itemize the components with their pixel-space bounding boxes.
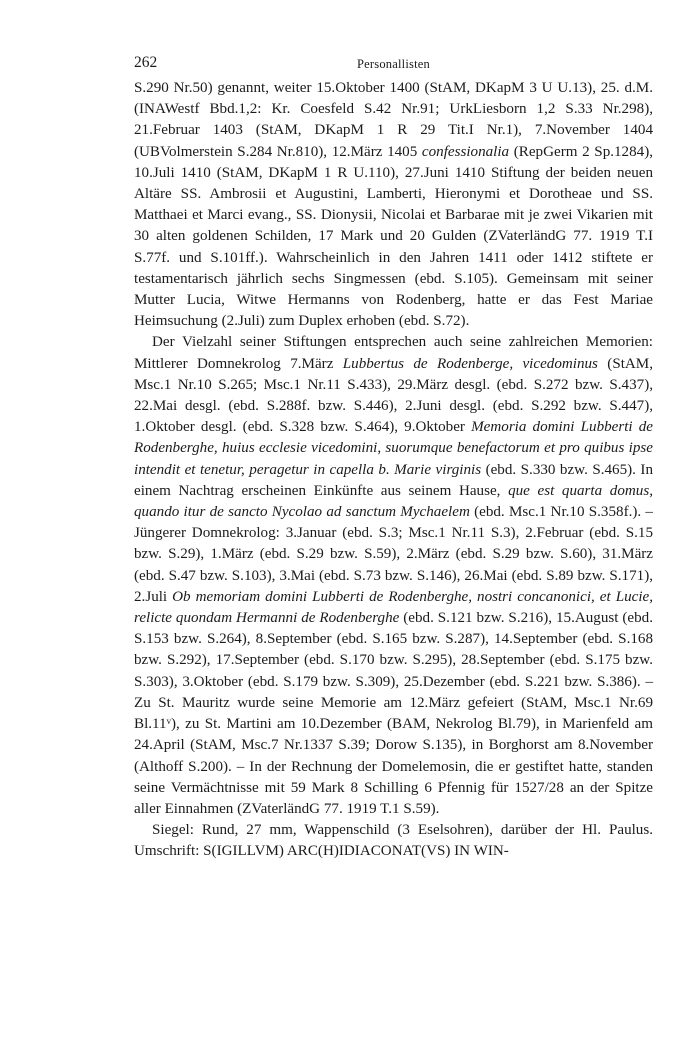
text-run: Der Vielzahl seiner Stiftungen entsprechen auch seine zahlreichen Memorien: Mittlerer Domnekrolog 7.März (134, 334, 653, 372)
italic-quotation: confessionalia (421, 143, 510, 160)
body-paragraph (134, 820, 653, 862)
text-run: (ebd. S.330 bzw. S.465). In einem Nachtrag erscheinen Einkünfte aus seinem Hause, (134, 461, 653, 499)
italic-quotation: Memoria domini Lubberti de Rodenberghe, huius ecclesie vicedomini, suorumque benefactorum et pro quibus ipse intendit et tenetur, peragetur in capella b. Marie virginis (134, 419, 654, 478)
document-page (134, 54, 653, 863)
text-run: (StAM, Msc.1 Nr.10 S.265; Msc.1 Nr.11 S.433), 29.März desgl. (ebd. S.272 bzw. S.437), 22.Mai desgl. (ebd. S.288f. bzw. S.446), 2.Juni desgl. (ebd. S.292 bzw. S.447), 1.Oktober desgl. (ebd. S.328 bzw. S.464), 9.Oktober (134, 355, 653, 436)
body-paragraph (134, 78, 653, 332)
italic-quotation: Ob memoriam domini Lubberti de Rodenberghe, nostri concanonici, et Lucie, relicte quondam Hermanni de Rodenberghe (134, 588, 654, 627)
italic-quotation: Lubbertus de Rodenberge, vicedominus (342, 355, 598, 372)
running-title: Personallisten (357, 57, 430, 71)
page-number: 262 (134, 54, 158, 71)
text-run: Siegel: Rund, 27 mm, Wappenschild (3 Eselsohren), darüber der Hl. Paulus. Umschrift: S(IGILLVM) ARC(H)IDIACONAT(VS) IN WIN- (134, 822, 653, 860)
running-head (134, 54, 653, 76)
text-run: S.290 Nr.50) genannt, weiter 15.Oktober 1400 (StAM, DKapM 3 U U.13), 25. d.M. (INAWestf Bbd.1,2: Kr. Coesfeld S.42 Nr.91; UrkLiesborn 1,2 S.33 Nr.298), 21.Februar 1403 (StAM, DKapM 1 R 29 Tit.I Nr.1), 7.November 1404 (UBVolmerstein S.284 Nr.810), 12.März 1405 (134, 80, 653, 160)
text-run: (ebd. S.121 bzw. S.216), 15.August (ebd. S.153 bzw. S.264), 8.September (ebd. S.165 bzw. S.287), 14.September (ebd. S.168 bzw. S.292), 17.September (ebd. S.170 bzw. S.295), 28.September (ebd. S.175 bzw. S.303), 3.Oktober (ebd. S.179 bzw. S.309), 25.Dezember (ebd. S.221 bzw. S.386). – Zu St. Mauritz wurde seine Memorie am 12.März gefeiert (StAM, Msc.1 Nr.69 Bl.11ᵛ), zu St. Martini am 10.Dezember (BAM, Nekrolog Bl.79), in Marienfeld am 24.April (StAM, Msc.7 Nr.1337 S.39; Dorow S.135), in Borghorst am 8.November (Althoff S.200). – In der Rechnung der Domelemosin, die er gestiftet hatte, standen seine Vermächtnisse mit 59 Mark 8 Schilling 6 Pfennig für 1527/28 an der Spitze aller Einnahmen (ZVaterländG 77. 1919 T.1 S.59). (134, 610, 653, 817)
body-paragraph (134, 332, 653, 820)
text-run: (ebd. Msc.1 Nr.10 S.358f.). – Jüngerer Domnekrolog: 3.Januar (ebd. S.3; Msc.1 Nr.11 S.3), 2.Februar (ebd. S.15 bzw. S.29), 1.März (ebd. S.29 bzw. S.59), 2.März (ebd. S.29 bzw. S.60), 31.März (ebd. S.47 bzw. S.103), 3.Mai (ebd. S.73 bzw. S.146), 26.Mai (ebd. S.89 bzw. S.171), 2.Juli (134, 504, 653, 605)
text-run: (RepGerm 2 Sp.1284), 10.Juli 1410 (StAM, DKapM 1 R U.110), 27.Juni 1410 Stiftung der beiden neuen Altäre SS. Ambrosii et Augustini, Lamberti, Hieronymi et Dorotheae und SS. Matthaei et Marci evang., SS. Dionysii, Nicolai et Barbarae mit je zwei Vikarien mit 30 alten goldenen Schilden, 17 Mark und 20 Gulden (ZVaterländG 77. 1919 T.I S.77f. und S.101ff.). Wahrscheinlich in den Jahren 1411 oder 1412 stiftete er testamentarisch jährlich sechs Singmessen (ebd. S.105). Gemeinsam mit seiner Mutter Lucia, Witwe Hermanns von Rodenberg, hatte er das Fest Mariae Heimsuchung (2.Juli) zum Duplex erhoben (ebd. S.72). (134, 143, 653, 330)
italic-quotation: que est quarta domus, quando itur de sancto Nycolao ad sanctum Mychaelem (134, 482, 653, 521)
body-text (134, 78, 653, 863)
